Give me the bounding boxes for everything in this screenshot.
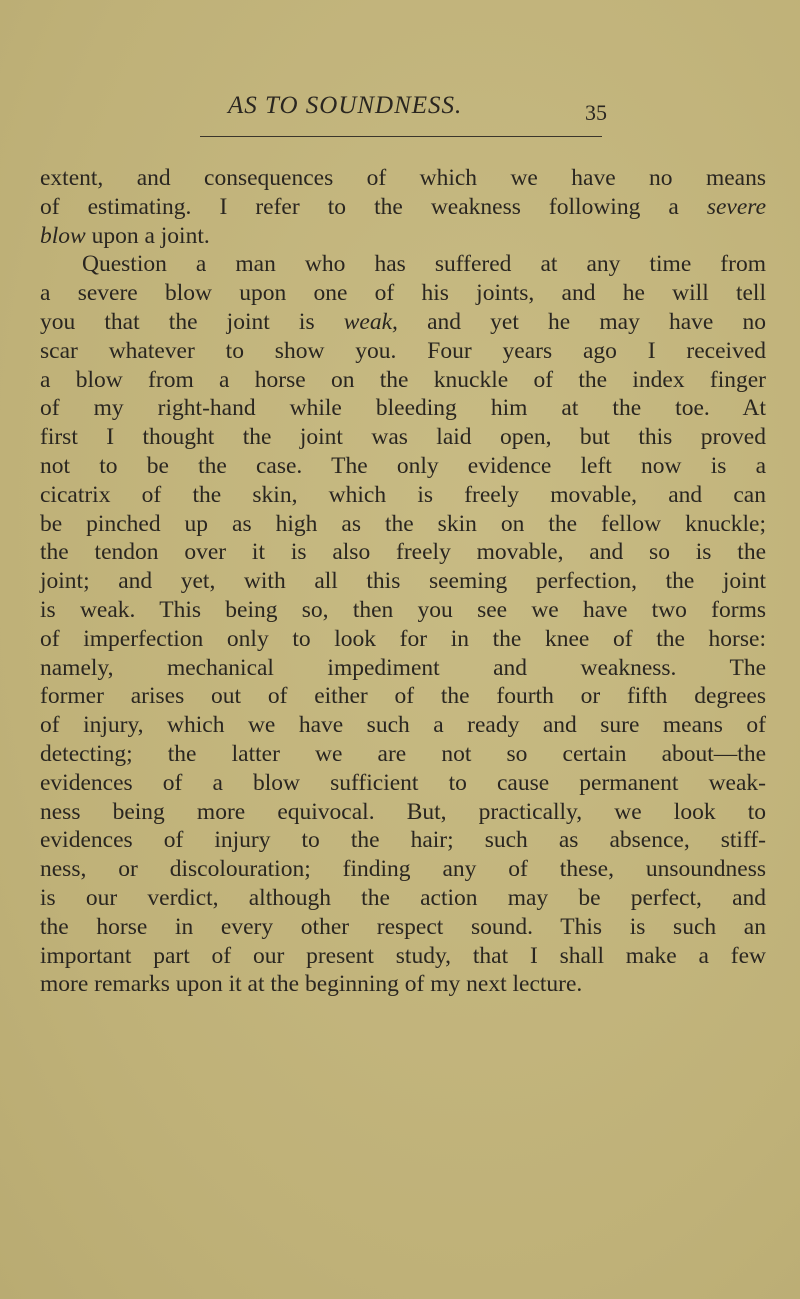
line-text: the tendon over it is also freely movable, and so is the (40, 539, 766, 566)
running-head: AS TO SOUNDNESS. (228, 92, 463, 119)
text-line (40, 913, 766, 942)
line-text: is our verdict, although the action may be perfect, and (40, 884, 766, 911)
text-line (40, 826, 766, 855)
line-text: the horse in every other respect sound. This is such an (40, 913, 766, 940)
line-text: ness, or discolouration; finding any of these, unsoundness (40, 856, 766, 883)
text-line (40, 510, 766, 539)
line-text: extent, and consequences of which we have no means (40, 165, 766, 191)
line-text: more remarks upon it at the beginning of my next lecture. (40, 971, 583, 998)
text-line (40, 740, 766, 769)
text-line (40, 366, 766, 395)
text-line (40, 452, 766, 481)
line-text: of my right-hand while bleeding him at the toe. At (40, 395, 766, 422)
line-text: of injury, which we have such a ready and sure means of (40, 712, 766, 739)
italic-text: severe (706, 193, 766, 220)
text-line (40, 394, 766, 423)
text-line (40, 308, 766, 337)
header-rule (200, 136, 602, 137)
text-line (40, 164, 766, 193)
line-text: you that the joint is (40, 308, 344, 335)
text-line (40, 567, 766, 596)
text-line (40, 279, 766, 308)
text-line (40, 682, 766, 711)
text-line (40, 884, 766, 913)
line-text: joint; and yet, with all this seeming perfection, the joint (40, 568, 766, 595)
line-text: of estimating. I refer to the weakness following a (40, 193, 707, 220)
italic-text: weak, (343, 308, 398, 335)
line-text: cicatrix of the skin, which is freely movable, and can (40, 481, 766, 508)
line-text: scar whatever to show you. Four years ago I received (40, 337, 766, 364)
text-line (40, 798, 766, 827)
text-line (40, 193, 766, 222)
line-text: evidences of injury to the hair; such as absence, stiff- (40, 827, 766, 854)
line-text: former arises out of either of the fourth or fifth degrees (40, 683, 766, 710)
line-text: not to be the case. The only evidence left now is a (40, 452, 766, 479)
text-line (40, 855, 766, 884)
body-text (40, 164, 766, 999)
text-line (40, 970, 766, 999)
line-text: a blow from a horse on the knuckle of the index finger (40, 366, 766, 393)
line-text: evidences of a blow sufficient to cause permanent weak- (40, 769, 766, 796)
line-text: first I thought the joint was laid open, but this proved (40, 424, 766, 451)
line-text: ness being more equivocal. But, practically, we look to (40, 798, 766, 825)
line-text: namely, mechanical impediment and weakness. The (40, 654, 766, 681)
text-line (40, 481, 766, 510)
text-line (40, 250, 766, 279)
text-line (40, 423, 766, 452)
line-text: is weak. This being so, then you see we have two forms (40, 596, 766, 623)
text-line (40, 942, 766, 971)
text-line (40, 538, 766, 567)
line-text: and yet he may have no (397, 308, 766, 335)
italic-text: blow (40, 222, 86, 249)
line-text: be pinched up as high as the skin on the fellow knuckle; (40, 510, 766, 537)
page-number: 35 (585, 100, 607, 125)
text-line (40, 222, 766, 251)
line-text: a severe blow upon one of his joints, and he will tell (40, 280, 766, 307)
line-text: upon a joint. (85, 222, 210, 249)
text-line (40, 337, 766, 366)
text-line (40, 711, 766, 740)
text-line (40, 625, 766, 654)
line-text: detecting; the latter we are not so certain about—the (40, 740, 766, 767)
text-line (40, 769, 766, 798)
text-line (40, 654, 766, 683)
line-text: of imperfection only to look for in the knee of the horse: (40, 625, 766, 652)
line-text: Question a man who has suffered at any time from (82, 251, 766, 278)
line-text: important part of our present study, that I shall make a few (40, 942, 766, 969)
text-line (40, 596, 766, 625)
